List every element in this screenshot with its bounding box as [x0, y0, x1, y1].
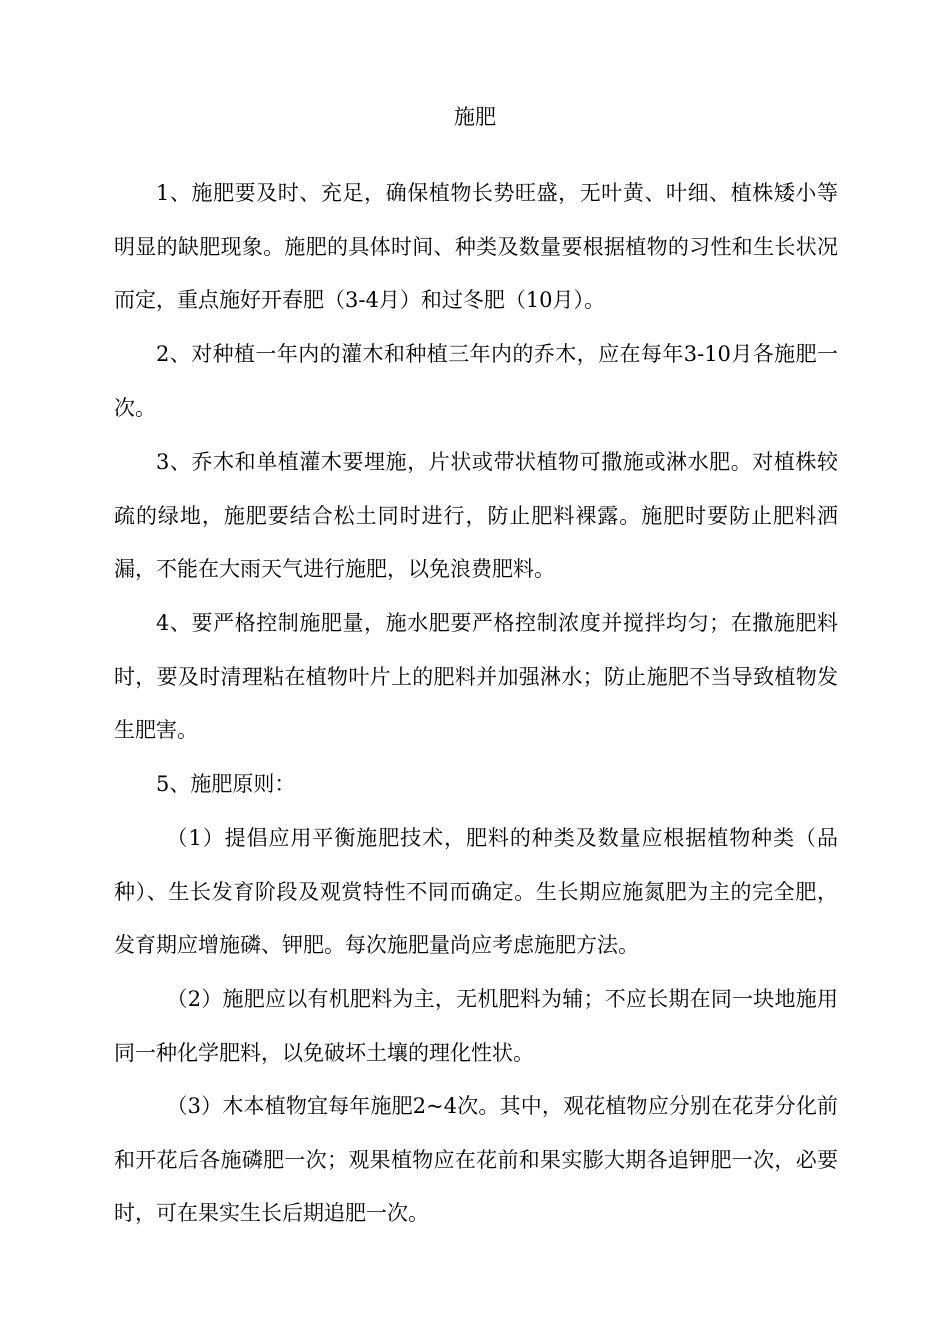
paragraph-5-1: （1）提倡应用平衡施肥技术，肥料的种类及数量应根据植物种类（品种）、生长发育阶段及观赏特性不同而确定。生长期应施氮肥为主的完全肥，发育期应增施磷、钾肥。每次施肥量尚应考虑施肥方法。	[114, 826, 838, 957]
paragraph-5: 5、施肥原则：	[156, 772, 296, 796]
paragraph-4: 4、要严格控制施肥量，施水肥要严格控制浓度并搅拌均匀；在撒施肥料时，要及时清理粘在植物叶片上的肥料并加强淋水；防止施肥不当导致植物发生肥害。	[114, 611, 838, 742]
paragraph-1: 1、施肥要及时、充足，确保植物长势旺盛，无叶黄、叶细、植株矮小等明显的缺肥现象。施肥的具体时间、种类及数量要根据植物的习性和生长状况而定，重点施好开春肥（3-4月）和过冬肥（10月）。	[114, 181, 838, 312]
paragraph-3: 3、乔木和单植灌木要埋施，片状或带状植物可撒施或淋水肥。对植株较疏的绿地，施肥要结合松土同时进行，防止肥料裸露。施肥时要防止肥料洒漏，不能在大雨天气进行施肥，以免浪费肥料。	[114, 450, 838, 581]
paragraph-5-2: （2）施肥应以有机肥料为主，无机肥料为辅；不应长期在同一块地施用同一种化学肥料，以免破坏土壤的理化性状。	[114, 987, 838, 1065]
page-title: 施肥	[454, 105, 496, 129]
paragraph-5-3: （3）木本植物宜每年施肥2~4次。其中，观花植物应分别在花芽分化前和开花后各施磷肥一次；观果植物应在花前和果实膨大期各追钾肥一次，必要时，可在果实生长后期追肥一次。	[114, 1094, 838, 1225]
paragraph-2: 2、对种植一年内的灌木和种植三年内的乔木，应在每年3-10月各施肥一次。	[114, 342, 838, 420]
